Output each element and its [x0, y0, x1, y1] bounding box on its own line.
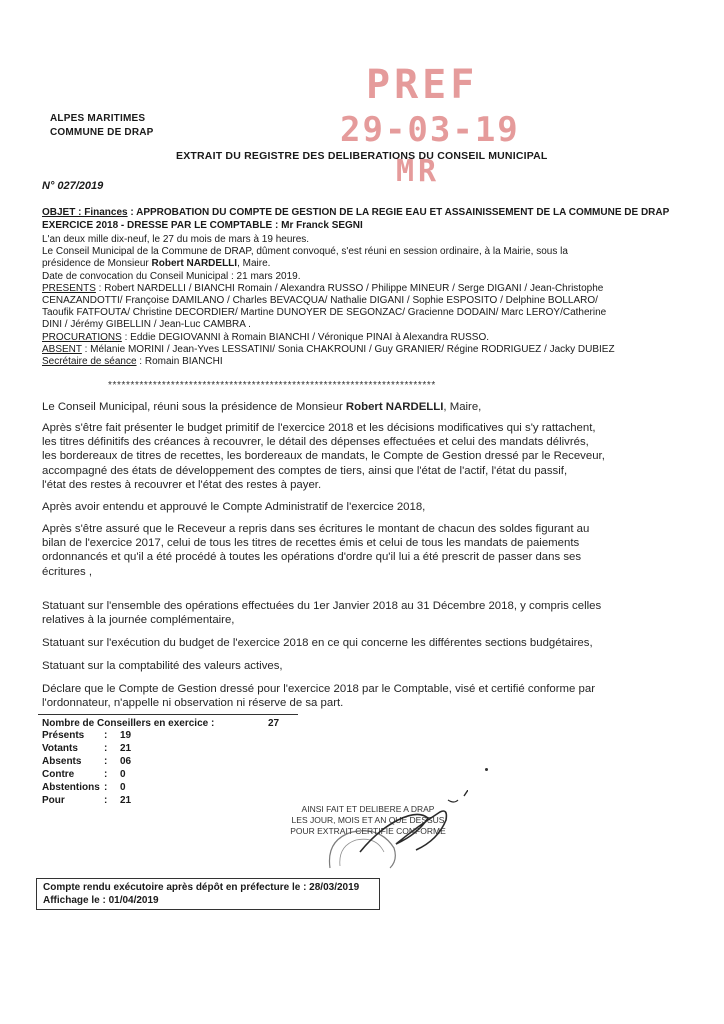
presidence-prefix: présidence de Monsieur: [42, 258, 152, 270]
presents-label: PRESENTS: [42, 282, 96, 294]
vote-row-value: 21: [120, 795, 132, 806]
vote-row-label: Absents: [42, 756, 82, 767]
votes-table: [42, 730, 162, 808]
presents-line-1: [42, 283, 692, 295]
footer-box: [36, 878, 380, 910]
paragraph-compte-administratif: Après avoir entendu et approuvé le Compte Administratif de l'exercice 2018,: [42, 501, 426, 513]
paragraph-receveur: [42, 522, 692, 579]
vote-row-label: Présents: [42, 730, 85, 741]
vote-row-value: 06: [120, 756, 132, 767]
paragraph-line: Déclare que le Compte de Gestion dressé pour l'exercice 2018 par le Comptable, visé et certifié conforme par: [42, 683, 596, 695]
deliberation-opening: [42, 400, 692, 414]
presents-line-4: DINI / Jérémy GIBELLIN / Jean-Luc CAMBRA .: [42, 319, 251, 331]
opening-suffix: , Maire,: [443, 401, 482, 413]
mayor-signature: [268, 790, 468, 870]
stamp-line-initials: MR: [396, 154, 441, 189]
votes-total-label: Nombre de Conseillers en exercice :: [42, 718, 215, 729]
paragraph-line: accompagné des états de développement des comptes de tiers, ainsi que l'état de l'actif, l'état du passif,: [42, 464, 568, 477]
vote-row-value: 0: [120, 782, 126, 793]
vote-row-label: Abstentions: [42, 782, 100, 793]
president-name: Robert NARDELLI: [151, 258, 238, 270]
objet-text: : APPROBATION DU COMPTE DE GESTION DE LA REGIE EAU ET ASSAINISSEMENT DE LA COMMUNE DE DRAP: [127, 207, 670, 218]
paragraph-line: Après s'être fait présenter le budget primitif de l'exercice 2018 et les décisions modificatives qui s'y rattachent,: [42, 422, 596, 434]
stamp-line-pref: PREF: [366, 62, 479, 108]
stamp-line-date: 29-03-19: [340, 110, 520, 150]
opening-prefix: Le Conseil Municipal, réuni sous la présidence de Monsieur: [42, 401, 346, 413]
registry-title: EXTRAIT DU REGISTRE DES DELIBERATIONS DU CONSEIL MUNICIPAL: [176, 150, 548, 162]
ink-dot: [485, 768, 488, 771]
paragraph-line: l'ordonnateur, n'appelle ni observation ni réserve de sa part.: [42, 697, 344, 710]
affichage-date: Affichage le : 01/04/2019: [43, 895, 159, 906]
absent-label: ABSENT: [42, 343, 82, 355]
execution-date: Compte rendu exécutoire après dépôt en préfecture le : 28/03/2019: [43, 882, 360, 893]
secretaire-line: [42, 356, 692, 368]
procurations-line: [42, 332, 692, 344]
vote-row-label: Pour: [42, 795, 65, 806]
vote-row-label: Contre: [42, 769, 75, 780]
vote-row: Votants : 21: [42, 743, 132, 754]
intro-presidence: [42, 258, 692, 270]
vote-row: Pour : 21: [42, 795, 132, 806]
presents-line-3: Taoufik FATFOUTA/ Christine DECORDIER/ Martine DUNOYER DE SEGONZAC/ Gracienne DODAIN/ Marc LEROY/Catherine: [42, 307, 607, 319]
vote-row-value: 0: [120, 769, 126, 780]
absent-line: [42, 344, 692, 356]
vote-row: Absents : 06: [42, 756, 132, 767]
paragraph-declaration: [42, 682, 692, 710]
signature-block: [268, 790, 468, 870]
paragraph-valeurs-actives: Statuant sur la comptabilité des valeurs actives,: [42, 660, 283, 672]
signature-line-2: LES JOUR, MOIS ET AN QUE DESSUS: [291, 815, 445, 825]
intro-date: L'an deux mille dix-neuf, le 27 du mois de mars à 19 heures.: [42, 234, 310, 245]
paragraph-line: bilan de l'exercice 2017, celui de tous les titres de recettes émis et celui de tous les mandats de paiements: [42, 537, 580, 550]
vote-row-value: 21: [120, 743, 132, 754]
commune-name: COMMUNE DE DRAP: [50, 127, 154, 138]
intro-convocation: Date de convocation du Conseil Municipal : 21 mars 2019.: [42, 270, 301, 282]
vote-row-label: Votants: [42, 743, 78, 754]
paragraph-execution-budget: Statuant sur l'exécution du budget de l'exercice 2018 en ce qui concerne les différentes sections budgétaires,: [42, 637, 593, 649]
paragraph-line: les titres définitifs des créances à recouvrer, le détail des dépenses effectuées et celui des mandats délivrés,: [42, 436, 589, 449]
paragraph-line: relatives à la journée complémentaire,: [42, 614, 235, 627]
procurations-label: PROCURATIONS: [42, 331, 122, 343]
department-name: ALPES MARITIMES: [50, 113, 146, 124]
vote-row-value: 19: [120, 730, 132, 741]
paragraph-line: l'état des restes à recouvrer et l'état des restes à payer.: [42, 478, 322, 491]
vote-row: Abstentions : 0: [42, 782, 126, 793]
objet-line-2: EXERCICE 2018 - DRESSE PAR LE COMPTABLE : Mr Franck SEGNI: [42, 220, 363, 231]
procurations-text: : Eddie DEGIOVANNI à Romain BIANCHI / Véronique PINAI à Alexandra RUSSO.: [121, 331, 490, 343]
prefecture-stamp: [338, 62, 528, 192]
paragraph-budget: [42, 421, 692, 492]
paragraph-line: Après s'être assuré que le Receveur a repris dans ses écritures le montant de chacun des soldes figurant au: [42, 523, 590, 535]
paragraph-line: les bordereaux de titres de recettes, les bordereaux de mandats, le Compte de Gestion dressé par le Receveur,: [42, 450, 605, 463]
presents-line-2: CENAZANDOTTI/ Françoise DAMILANO / Charles BEVACQUA/ Nathalie DIGANI / Sophie ESPOSITO / Delphine BOLLARO/: [42, 295, 598, 307]
paragraph-line: écritures ,: [42, 565, 93, 578]
objet-line: [42, 207, 692, 219]
signature-line-3: POUR EXTRAIT CERTIFIE CONFORME: [290, 826, 446, 836]
paragraph-line: Statuant sur l'ensemble des opérations effectuées du 1er Janvier 2018 au 31 Décembre 2018, y compris celles: [42, 600, 602, 612]
paragraph-operations: [42, 599, 692, 627]
intro-block: [42, 234, 692, 368]
votes-divider: [38, 714, 298, 715]
presents-text-1: : Robert NARDELLI / BIANCHI Romain / Alexandra RUSSO / Philippe MINEUR / Serge DIGANI / Jean-Christophe: [95, 282, 604, 294]
intro-council: Le Conseil Municipal de la Commune de DRAP, dûment convoqué, s'est réuni en session ordinaire, à la Mairie, sous la: [42, 246, 568, 258]
absent-text: : Mélanie MORINI / Jean-Yves LESSATINI/ Sonia CHAKROUNI / Guy GRANIER/ Régine RODRIGUEZ / Jacky DUBIEZ: [81, 343, 615, 355]
opening-president: Robert NARDELLI: [345, 401, 444, 413]
votes-total-value: 27: [268, 718, 280, 729]
secretaire-label: Secrétaire de séance: [42, 356, 137, 368]
deliberation-number: N° 027/2019: [42, 180, 104, 192]
objet-label: OBJET : Finances: [42, 207, 128, 218]
signature-line-1: AINSI FAIT ET DELIBERE A DRAP: [301, 804, 435, 814]
vote-row: Présents : 19: [42, 730, 132, 741]
secretaire-text: : Romain BIANCHI: [136, 356, 223, 368]
separator-line: *************************************************************************: [108, 380, 436, 391]
presidence-suffix: , Maire.: [237, 258, 271, 270]
vote-row: Contre : 0: [42, 769, 126, 780]
paragraph-line: ordonnancés et qu'il a été procédé à toutes les opérations d'ordre qu'il lui a été prescrit de passer dans ses: [42, 551, 582, 564]
